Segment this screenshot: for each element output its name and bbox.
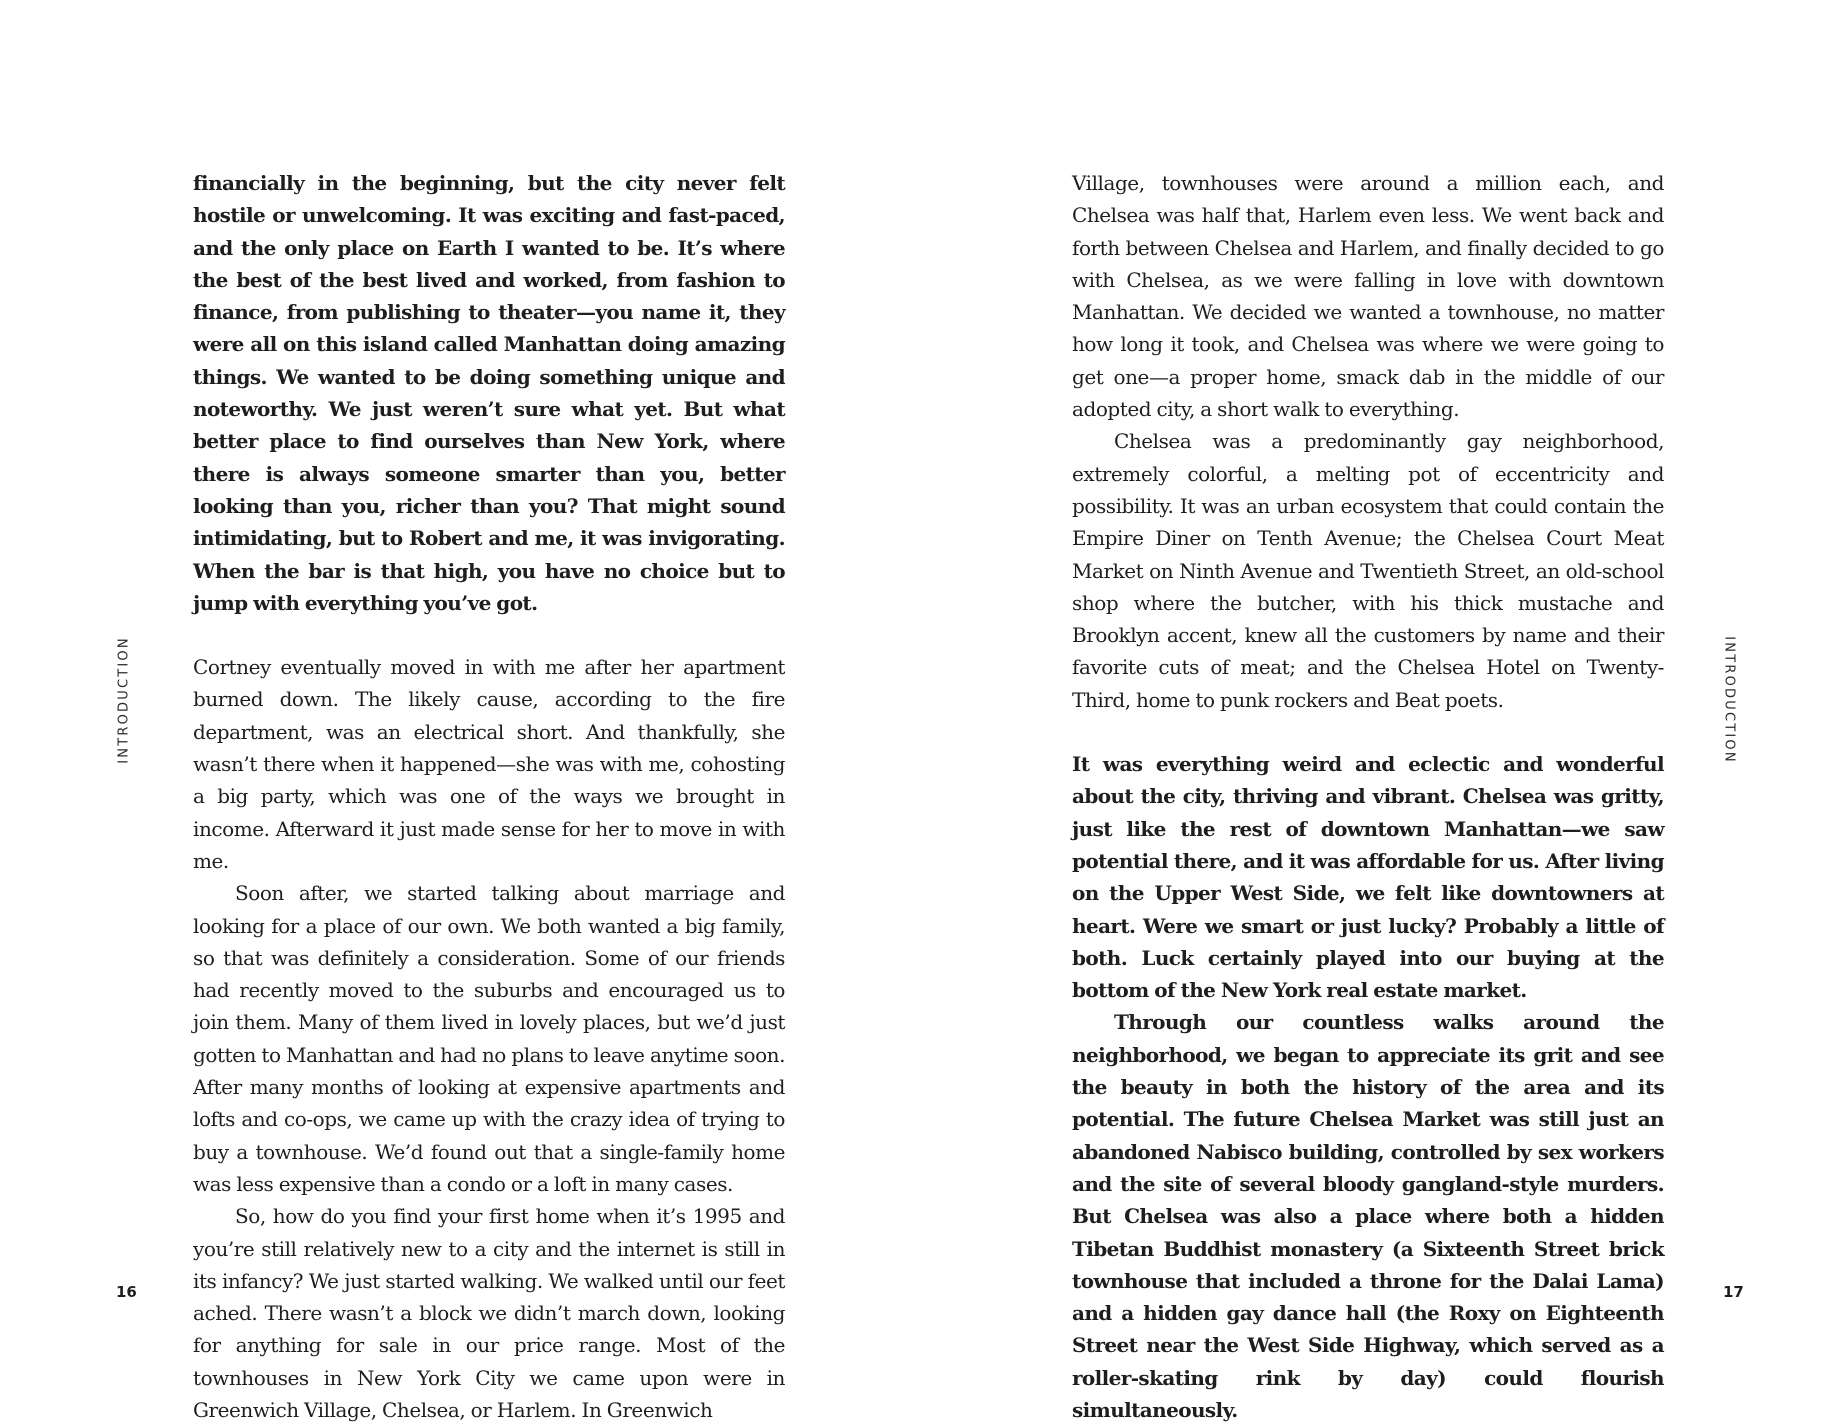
paragraph: So, how do you find your first home when it’s 1995 and you’re still relatively new to a city and the internet is still in its infancy? We just started walking. We walked until our feet ached. There wasn’t a block we didn’t march down, looking for anything for sale in our price range. Most of the townhouses in New York City we came upon were in Greenwich Village, Chelsea, or Harlem. In Greenwich [193, 1204, 785, 1422]
paragraph: Village, townhouses were around a million each, and Chelsea was half that, Harlem even less. We went back and forth between Chelsea and Harlem, and finally decided to go with Chelsea, as we were falling in love with downtown Manhattan. We decided we wanted a townhouse, no matter how long it took, and Chelsea was where we were going to get one—a proper home, smack dab in the middle of our adopted city, a short walk to everything. [1072, 171, 1664, 422]
section-break [193, 619, 785, 651]
left-page [0, 0, 921, 1422]
page-number-right: 17 [1723, 1283, 1744, 1301]
right-page-body [1072, 167, 1664, 1426]
paragraph: financially in the beginning, but the city never felt hostile or unwelcoming. It was exciting and fast-paced, and the only place on Earth I wanted to be. It’s where the best of the best lived and worked, from fashion to finance, from publishing to theater—you name it, they were all on this island called Manhattan doing amazing things. We wanted to be doing something unique and noteworthy. We just weren’t sure what yet. But what better place to find ourselves than New York, where there is always someone smarter than you, better looking than you, richer than you? That might sound intimidating, but to Robert and me, it was invigorating. When the bar is that high, you have no choice but to jump with everything you’ve got. [193, 171, 785, 615]
page-number-left: 16 [116, 1283, 137, 1301]
paragraph: Through our countless walks around the neighborhood, we began to appreciate its grit and see the beauty in both the history of the area and its potential. The future Chelsea Market was still just an abandoned Nabisco building, controlled by sex workers and the site of several bloody gangland-style murders. But Chelsea was also a place where both a hidden Tibetan Buddhist monastery (a Sixteenth Street brick townhouse that included a throne for the Dalai Lama) and a hidden gay dance hall (the Roxy on Eighteenth Street near the West Side Highway, which served as a roller-skating rink by day) could flourish simultaneously. [1072, 1010, 1664, 1422]
paragraph: It was everything weird and eclectic and wonderful about the city, thriving and vibrant. Chelsea was gritty, just like the rest of downtown Manhattan—we saw potential there, and it was affordable for us. After living on the Upper West Side, we felt like downtowners at heart. Were we smart or just lucky? Probably a little of both. Luck certainly played into our buying at the bottom of the New York real estate market. [1072, 752, 1664, 1003]
paragraph: Soon after, we started talking about marriage and looking for a place of our own. We both wanted a big family, so that was definitely a consideration. Some of our friends had recently moved to the suburbs and encouraged us to join them. Many of them lived in lovely places, but we’d just gotten to Manhattan and had no plans to leave anytime soon. After many months of looking at expensive apartments and lofts and co-ops, we came up with the crazy idea of trying to buy a townhouse. We’d found out that a single-family home was less expensive than a condo or a loft in many cases. [193, 881, 785, 1196]
right-page [921, 0, 1842, 1422]
section-break [1072, 716, 1664, 748]
paragraph: Cortney eventually moved in with me after her apartment burned down. The likely cause, according to the fire department, was an electrical short. And thankfully, she wasn’t there when it happened—she was with me, cohosting a big party, which was one of the ways we brought in income. Afterward it just made sense for her to move in with me. [193, 655, 785, 873]
paragraph: Chelsea was a predominantly gay neighborhood, extremely colorful, a melting pot of eccentricity and possibility. It was an urban ecosystem that could contain the Empire Diner on Tenth Avenue; the Chelsea Court Meat Market on Ninth Avenue and Twentieth Street, an old-school shop where the butcher, with his thick mustache and Brooklyn accent, knew all the customers by name and their favorite cuts of meat; and the Chelsea Hotel on Twenty-Third, home to punk rockers and Beat poets. [1072, 429, 1664, 712]
left-page-body [193, 167, 785, 1426]
running-head-right: INTRODUCTION [1721, 636, 1737, 764]
running-head-left: INTRODUCTION [116, 636, 132, 764]
